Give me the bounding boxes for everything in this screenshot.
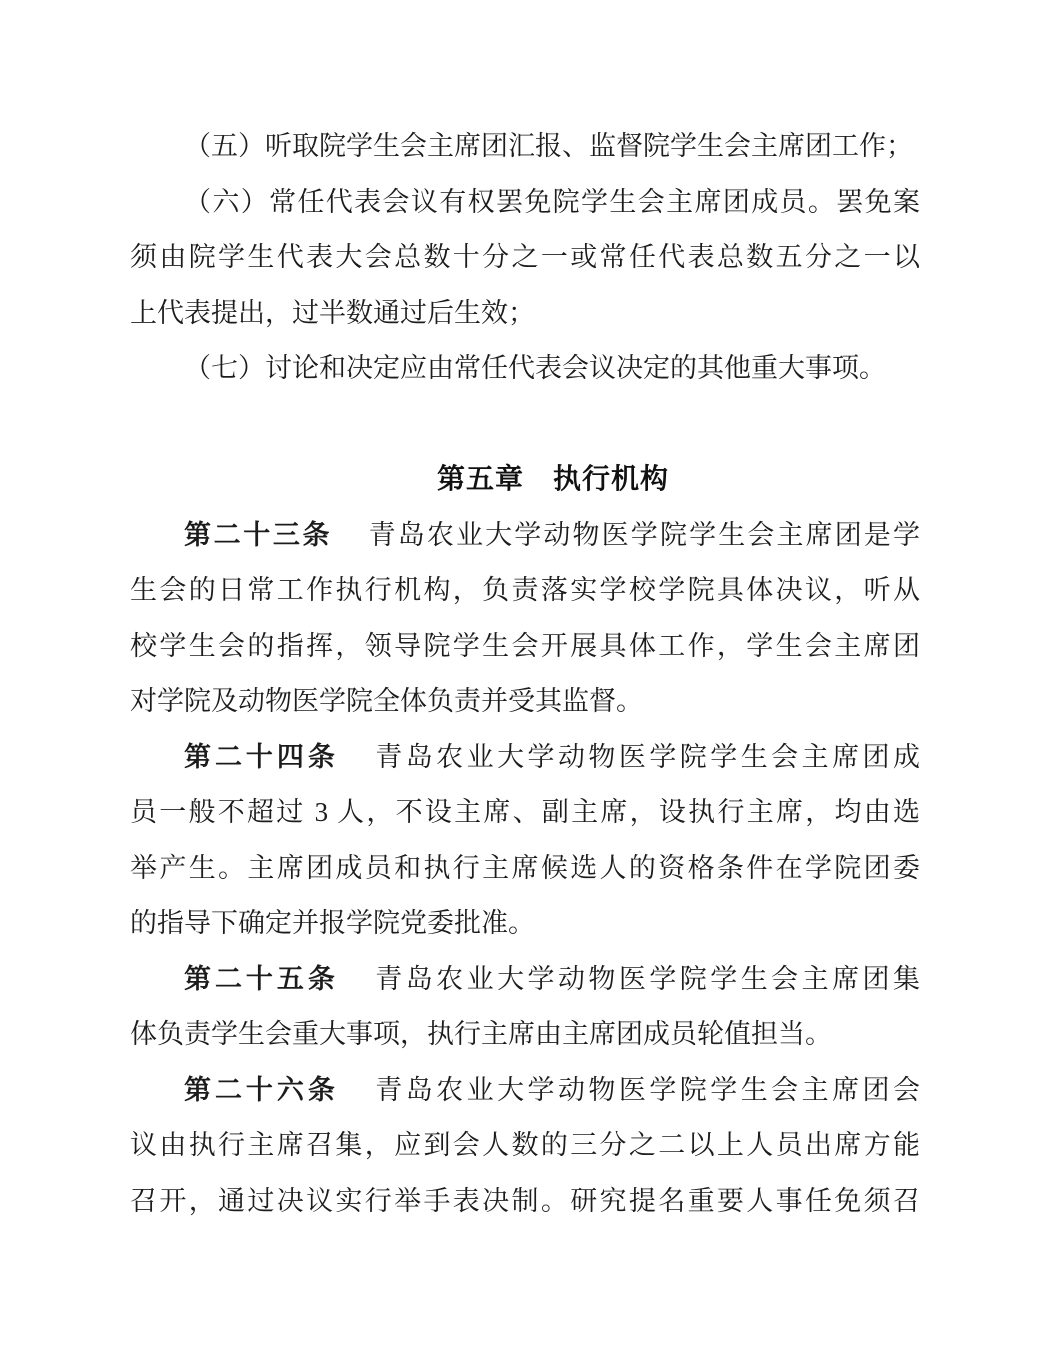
- text-line: 须由院学生代表大会总数十分之一或常任代表总数五分之一以: [130, 242, 920, 272]
- article-23-text: 青岛农业大学动物医学院学生会主席团是学: [368, 519, 921, 550]
- text-line: 举产生。主席团成员和执行主席候选人的资格条件在学院团委: [130, 852, 920, 883]
- text-line: （七）讨论和决定应由常任代表会议决定的其他重大事项。: [184, 353, 886, 383]
- article-26-paragraph: [130, 1063, 920, 1230]
- article-26-text: 青岛农业大学动物医学院学生会主席团会: [375, 1074, 921, 1105]
- page-content: [130, 119, 920, 1229]
- clause-item-6: [130, 175, 920, 342]
- article-25-number: 第二十五条: [184, 963, 339, 994]
- text-line: 体负责学生会重大事项，执行主席由主席团成员轮值担当。: [130, 1019, 832, 1049]
- chapter-heading: 第五章 执行机构: [436, 464, 669, 495]
- text-line: [130, 952, 920, 1008]
- text-line: 校学生会的指挥，领导院学生会开展具体工作，学生会主席团: [130, 630, 920, 661]
- article-23-number: 第二十三条: [184, 519, 333, 550]
- clause-item-7: [130, 341, 920, 397]
- text-line: [130, 730, 920, 786]
- text-line: 生会的日常工作执行机构，负责落实学校学院具体决议，听从: [130, 575, 920, 605]
- text-line: [130, 508, 920, 564]
- article-25-paragraph: [130, 952, 920, 1063]
- text-line: 的指导下确定并报学院党委批准。: [130, 908, 535, 938]
- text-line: 议由执行主席召集，应到会人数的三分之二以上人员出席方能: [130, 1130, 920, 1160]
- article-25-text: 青岛农业大学动物医学院学生会主席团集: [375, 963, 921, 994]
- article-24-number: 第二十四条: [184, 741, 339, 772]
- article-26-number: 第二十六条: [184, 1074, 339, 1105]
- article-24-paragraph: [130, 730, 920, 952]
- article-24-text: 青岛农业大学动物医学院学生会主席团成: [375, 741, 921, 772]
- blank-line: [130, 397, 920, 453]
- text-line: 员一般不超过 3 人，不设主席、副主席，设执行主席，均由选: [130, 797, 920, 827]
- text-line: [130, 1063, 920, 1119]
- article-23-paragraph: [130, 508, 920, 730]
- text-line: 召开，通过决议实行举手表决制。研究提名重要人事任免须召: [130, 1185, 920, 1216]
- clause-item-5: [130, 119, 920, 175]
- text-line: 对学院及动物医学院全体负责并受其监督。: [130, 686, 643, 716]
- text-line: （六）常任代表会议有权罢免院学生会主席团成员。罢免案: [184, 186, 920, 217]
- text-line: 上代表提出，过半数通过后生效；: [130, 297, 535, 328]
- text-line: （五）听取院学生会主席团汇报、监督院学生会主席团工作；: [184, 131, 913, 161]
